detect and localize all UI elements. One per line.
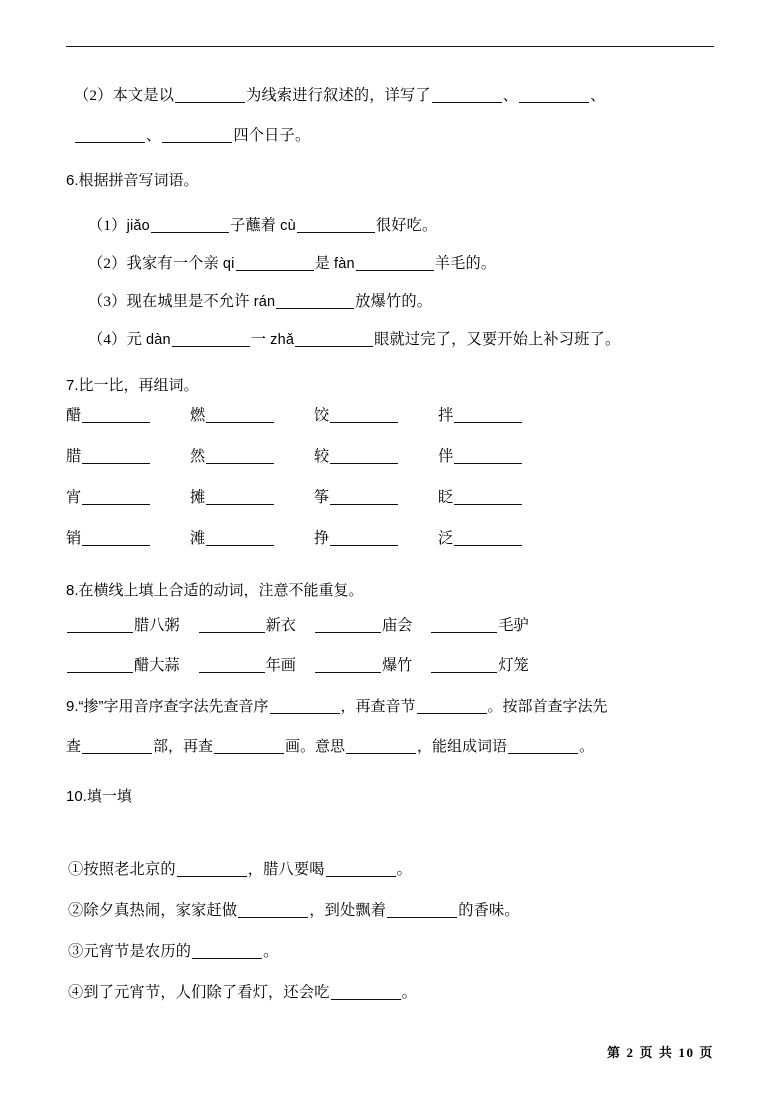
q6-item4-pinyin-2: zhǎ — [270, 332, 295, 348]
blank-field[interactable] — [82, 408, 150, 423]
blank-field[interactable] — [82, 490, 150, 505]
q6-item2-pinyin-2: fàn — [333, 256, 355, 272]
blank-field[interactable] — [315, 658, 381, 673]
q6-item-2 — [88, 256, 496, 272]
q7-grid-row — [66, 404, 626, 445]
blank-field[interactable] — [199, 618, 265, 633]
blank-field[interactable] — [236, 256, 314, 271]
q7-cell — [438, 445, 562, 466]
blank-field[interactable] — [330, 490, 398, 505]
q6-item4-text-0: 元 — [126, 331, 142, 348]
q6-heading: 6.根据拼音写词语。 — [66, 172, 199, 189]
q5-item2-line2 — [74, 128, 310, 143]
blank-field[interactable] — [206, 490, 274, 505]
blank-field[interactable] — [295, 332, 373, 347]
q8-cell — [66, 654, 180, 675]
q5-item2-text-c: 、 — [502, 87, 519, 104]
blank-field[interactable] — [206, 408, 274, 423]
blank-field[interactable] — [270, 699, 340, 714]
q7-cell — [438, 486, 562, 507]
q8-cell — [198, 654, 296, 675]
q7-char: 拌 — [438, 407, 454, 424]
blank-field[interactable] — [432, 88, 502, 103]
blank-field[interactable] — [519, 88, 589, 103]
q8-word: 年画 — [265, 657, 296, 674]
q6-item1-pinyin-1: jiǎo — [126, 218, 150, 234]
blank-field[interactable] — [346, 739, 416, 754]
q6-item-4 — [88, 332, 620, 348]
q7-cell — [190, 445, 314, 466]
q5-item2-text-a: （2）本文是以 — [74, 87, 175, 104]
blank-field[interactable] — [75, 128, 145, 143]
q7-cell — [314, 404, 438, 425]
q9-text-d: 查 — [66, 738, 82, 755]
q9-text-c: 。按部首查字法先 — [487, 698, 608, 715]
q9-text-h: 。 — [579, 738, 595, 755]
q8-word: 庙会 — [381, 617, 413, 634]
q6-item3-text-0: 现在城里是不允许 — [126, 293, 250, 310]
blank-field[interactable] — [151, 218, 229, 233]
q6-item4-text-1: 一 — [250, 331, 267, 348]
q8-word: 爆竹 — [381, 657, 413, 674]
q7-char: 腊 — [66, 448, 82, 465]
q10-item-3 — [68, 944, 279, 959]
q7-cell — [190, 404, 314, 425]
q10-item-1 — [68, 862, 412, 877]
q7-char: 挣 — [314, 530, 330, 547]
q7-char: 泛 — [438, 530, 454, 547]
q7-cell — [314, 486, 438, 507]
q10-item4-text-b: 。 — [401, 984, 417, 1001]
blank-field[interactable] — [206, 449, 274, 464]
q7-cell — [66, 404, 190, 425]
q7-char: 滩 — [190, 530, 206, 547]
blank-field[interactable] — [326, 862, 396, 877]
blank-field[interactable] — [508, 739, 578, 754]
q6-item1-text-1: 子蘸着 — [229, 217, 277, 234]
q10-item4-marker: ④ — [68, 984, 84, 1001]
q10-item1-text-c: 。 — [396, 861, 413, 878]
q8-heading: 8.在横线上填上合适的动词，注意不能重复。 — [66, 582, 364, 599]
blank-field[interactable] — [387, 903, 457, 918]
header-divider — [66, 46, 714, 47]
q9-line1 — [66, 699, 608, 714]
blank-field[interactable] — [331, 985, 401, 1000]
q7-grid-row — [66, 527, 626, 568]
blank-field[interactable] — [82, 449, 150, 464]
blank-field[interactable] — [67, 658, 133, 673]
q8-cell — [314, 654, 412, 675]
blank-field[interactable] — [454, 531, 522, 546]
blank-field[interactable] — [162, 128, 232, 143]
q8-cell — [430, 654, 528, 675]
q5-item2-text-f: 四个日子。 — [233, 127, 311, 144]
q5-item2-text-e: 、 — [146, 127, 162, 144]
q7-cell — [438, 404, 562, 425]
blank-field[interactable] — [454, 408, 522, 423]
blank-field[interactable] — [177, 862, 247, 877]
q6-item4-label: （4） — [88, 331, 127, 348]
q9-text-g: ，能组成词语 — [417, 738, 508, 755]
q7-char: 筝 — [314, 489, 330, 506]
q9-text-f: 画。意思 — [285, 738, 346, 755]
q10-item3-marker: ③ — [68, 943, 84, 960]
blank-field[interactable] — [356, 256, 434, 271]
q10-item3-text-b: 。 — [263, 943, 279, 960]
blank-field[interactable] — [330, 531, 398, 546]
blank-field[interactable] — [192, 944, 262, 959]
q6-item1-pinyin-2: cù — [280, 218, 296, 234]
q7-char: 较 — [314, 448, 330, 465]
q6-item2-pinyin-1: qi — [222, 256, 235, 272]
q10-item-2 — [68, 903, 520, 918]
q10-item2-marker: ② — [68, 902, 84, 919]
q7-char: 宵 — [66, 489, 82, 506]
q7-word-grid — [66, 404, 626, 568]
q6-item3-label: （3） — [88, 293, 127, 310]
q8-word: 醋大蒜 — [134, 657, 180, 674]
q6-item1-text-2: 很好吃。 — [375, 217, 438, 234]
blank-field[interactable] — [172, 332, 250, 347]
q8-word: 灯笼 — [498, 657, 529, 674]
q7-char: 饺 — [314, 407, 330, 424]
blank-field[interactable] — [330, 449, 398, 464]
q8-word: 腊八粥 — [134, 617, 180, 634]
q7-cell — [314, 527, 438, 548]
blank-field[interactable] — [82, 531, 150, 546]
q8-cell — [314, 614, 412, 635]
q7-cell — [314, 445, 438, 466]
q5-item2-text-d: 、 — [590, 87, 606, 104]
q9-text-b: ，再查音节 — [340, 698, 416, 715]
q6-item-3 — [88, 294, 432, 310]
q7-char: 燃 — [190, 407, 206, 424]
q10-item-4 — [68, 985, 417, 1000]
page-footer: 第 2 页 共 10 页 — [607, 1045, 714, 1060]
q8-cell — [430, 614, 528, 635]
q9-text-a: 9.“掺”字用音序查字法先查音序 — [66, 698, 269, 715]
q7-heading: 7.比一比，再组词。 — [66, 377, 199, 394]
blank-field[interactable] — [276, 294, 354, 309]
blank-field[interactable] — [82, 739, 152, 754]
q9-line2 — [66, 739, 594, 754]
q6-item3-pinyin-1: rán — [253, 294, 276, 310]
q10-item4-text-a: 到了元宵节，人们除了看灯，还会吃 — [83, 984, 330, 1001]
q8-cell — [66, 614, 180, 635]
q10-item3-text-a: 元宵节是农历的 — [83, 943, 192, 960]
q6-item1-label: （1） — [88, 217, 127, 234]
q10-item2-text-c: 的香味。 — [458, 902, 520, 919]
q9-text-e: 部，再查 — [153, 738, 214, 755]
q7-cell — [438, 527, 562, 548]
blank-field[interactable] — [175, 88, 245, 103]
q7-char: 摊 — [190, 489, 206, 506]
q7-cell — [66, 445, 190, 466]
blank-field[interactable] — [214, 739, 284, 754]
q7-cell — [190, 486, 314, 507]
q10-heading: 10.填一填 — [66, 788, 132, 805]
q10-item1-text-b: ，腊八要喝 — [247, 861, 325, 878]
blank-field[interactable] — [330, 408, 398, 423]
q7-char: 眨 — [438, 489, 454, 506]
q7-grid-row — [66, 486, 626, 527]
q10-item2-text-b: ，到处飘着 — [309, 902, 387, 919]
q10-item1-marker: ① — [68, 861, 84, 878]
q10-item2-text-a: 除夕真热闹，家家赶做 — [83, 902, 238, 919]
blank-field[interactable] — [238, 903, 308, 918]
q7-char: 醋 — [66, 407, 82, 424]
q8-word: 新衣 — [265, 617, 296, 634]
blank-field[interactable] — [431, 618, 497, 633]
q7-char: 伴 — [438, 448, 454, 465]
q5-item2-text-b: 为线索进行叙述的，详写了 — [246, 87, 431, 104]
q8-row — [66, 654, 686, 694]
q8-verb-rows — [66, 614, 686, 694]
q7-char: 然 — [190, 448, 206, 465]
q7-cell — [66, 486, 190, 507]
blank-field[interactable] — [454, 490, 522, 505]
q6-item4-pinyin-1: dàn — [145, 332, 171, 348]
q6-item2-label: （2） — [88, 255, 127, 272]
q10-item1-text-a: 按照老北京的 — [83, 861, 176, 878]
blank-field[interactable] — [417, 699, 487, 714]
q5-item2-line1 — [74, 88, 606, 103]
q6-item2-text-0: 我家有一个亲 — [126, 255, 219, 272]
q8-row — [66, 614, 686, 654]
q6-item3-text-1: 放爆竹的。 — [355, 293, 433, 310]
q8-cell — [198, 614, 296, 635]
q7-cell — [66, 527, 190, 548]
blank-field[interactable] — [315, 618, 381, 633]
blank-field[interactable] — [199, 658, 265, 673]
q6-item4-text-2: 眼就过完了，又要开始上补习班了。 — [374, 331, 621, 348]
blank-field[interactable] — [297, 218, 375, 233]
q7-char: 销 — [66, 530, 82, 547]
blank-field[interactable] — [206, 531, 274, 546]
blank-field[interactable] — [431, 658, 497, 673]
blank-field[interactable] — [67, 618, 133, 633]
q7-grid-row — [66, 445, 626, 486]
blank-field[interactable] — [454, 449, 522, 464]
q6-item2-text-2: 羊毛的。 — [434, 255, 497, 272]
q8-word: 毛驴 — [498, 617, 529, 634]
q7-cell — [190, 527, 314, 548]
q6-item2-text-1: 是 — [314, 255, 330, 272]
q6-item-1 — [88, 218, 437, 234]
